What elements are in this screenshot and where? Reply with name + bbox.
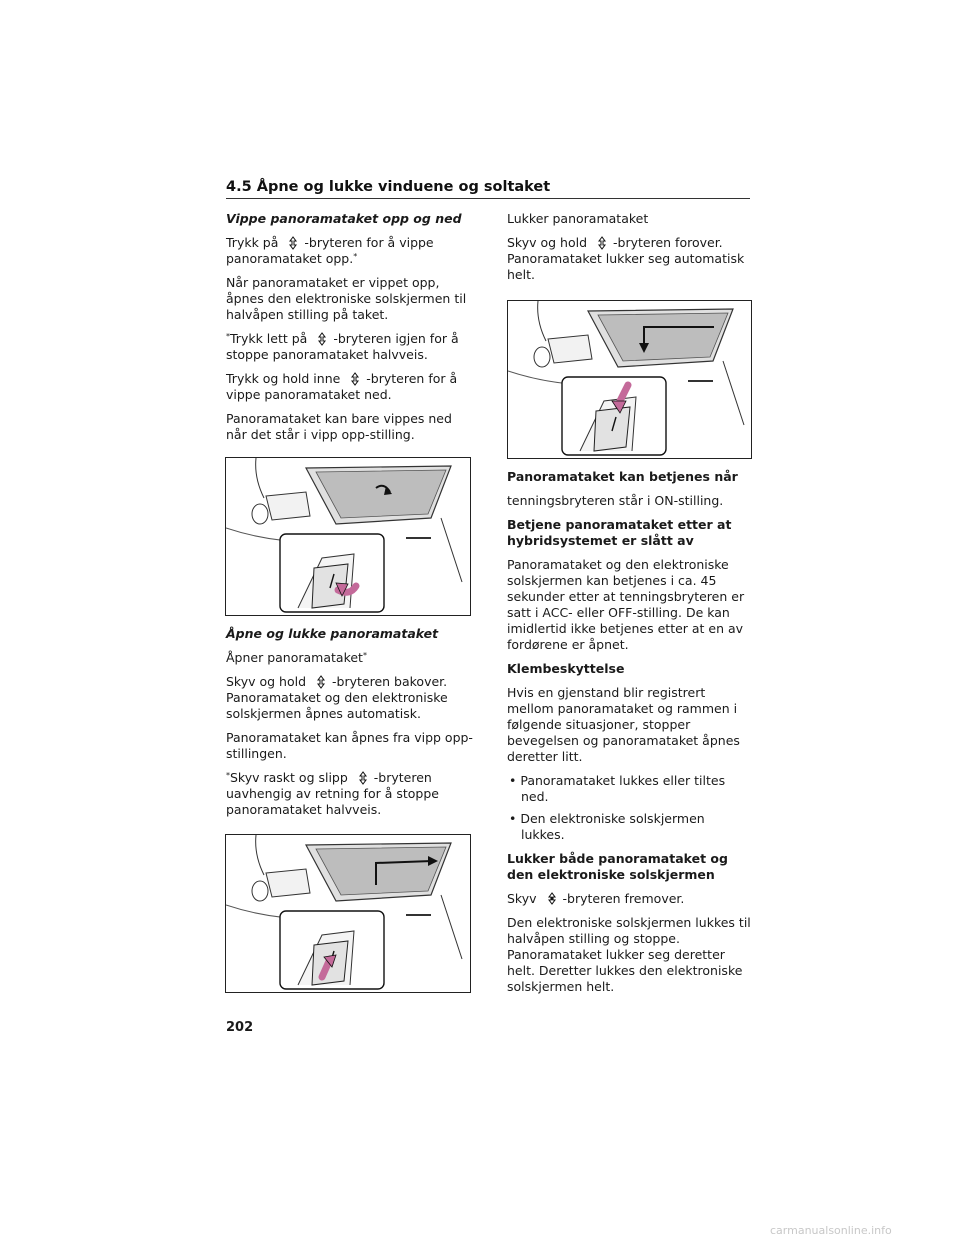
paragraph-tilt-down: Trykk og hold inne -bryteren for å vippe panoramataket ned.	[226, 371, 458, 402]
roof-switch-icon	[591, 236, 613, 250]
roof-switch-icon	[282, 236, 304, 250]
heading-close-both: Lukker både panoramataket og den elektroniske solskjermen	[507, 851, 728, 882]
paragraph-stop-halfway: *Trykk lett på -bryteren igjen for å stoppe panoramataket halvveis.	[226, 331, 459, 362]
roof-switch-icon	[352, 771, 374, 785]
sunshade-switch-icon	[541, 892, 563, 906]
figure-tilt-up	[225, 457, 471, 616]
bullet-list	[507, 773, 751, 843]
heading-after-hybrid-off: Betjene panoramataket etter at hybridsystemet er slått av	[507, 517, 732, 548]
section-header: 4.5 Åpne og lukke vinduene og soltaket	[226, 179, 750, 199]
paragraph-open-from-tilt: Panoramataket kan åpnes fra vipp opp-stillingen.	[226, 730, 473, 761]
figure-close	[507, 300, 752, 459]
heading-tilt: Vippe panoramataket opp og ned	[226, 211, 462, 226]
figure-open	[225, 834, 471, 993]
paragraph-tilt-up: Trykk på -bryteren for å vippe panoramataket opp.*	[226, 235, 434, 266]
watermark: carmanualsonline.info	[770, 1224, 892, 1237]
sunroof-open-illustration	[226, 835, 470, 992]
paragraph-slide-forward: Skyv og hold -bryteren forover. Panoramataket lukker seg automatisk helt.	[507, 235, 745, 282]
roof-switch-icon	[311, 332, 333, 346]
paragraph-sunshade: Når panoramataket er vippet opp, åpnes den elektroniske solskjermen til halvåpen stilling på taket.	[226, 275, 467, 322]
right-column-top	[507, 211, 751, 291]
roof-switch-icon	[310, 675, 332, 689]
paragraph-slide-back: Skyv og hold -bryteren bakover. Panoramataket og den elektroniske solskjermen åpnes automatisk.	[226, 674, 448, 721]
list-item: • Den elektroniske solskjermen lukkes.	[509, 811, 705, 842]
left-column-lower	[226, 626, 474, 826]
left-column	[226, 211, 474, 451]
paragraph-push-forward: Skyv -bryteren fremover.	[507, 891, 685, 906]
paragraph-close-sequence: Den elektroniske solskjermen lukkes til halvåpen stilling og stoppe. Panoramataket lukker seg deretter helt. Deretter lukkes den elektroniske solskjermen helt.	[507, 915, 751, 994]
paragraph-opens: Åpner panoramataket*	[226, 650, 367, 665]
right-column-lower	[507, 469, 751, 1003]
paragraph-stop-quick: *Skyv raskt og slipp -bryteren uavhengig av retning for å stoppe panoramataket halvveis.	[226, 770, 439, 817]
sunroof-tilt-illustration	[226, 458, 470, 615]
sunroof-close-illustration	[508, 301, 751, 458]
paragraph-closing: Lukker panoramataket	[507, 211, 649, 226]
roof-switch-icon	[344, 372, 366, 386]
paragraph-jam-protection: Hvis en gjenstand blir registrert mellom panoramataket og rammen i følgende situasjoner, stopper bevegelsen og panoramataket åpnes deretter litt.	[507, 685, 740, 764]
heading-operable-when: Panoramataket kan betjenes når	[507, 469, 738, 484]
paragraph-tilt-note: Panoramataket kan bare vippes ned når det står i vipp opp-stilling.	[226, 411, 452, 442]
heading-jam-protection: Klembeskyttelse	[507, 661, 625, 676]
page-number: 202	[226, 1020, 254, 1035]
heading-open-close: Åpne og lukke panoramataket	[226, 626, 439, 641]
list-item: • Panoramataket lukkes eller tiltes ned.	[509, 773, 726, 804]
paragraph-45-seconds: Panoramataket og den elektroniske solskjermen kan betjenes i ca. 45 sekunder etter at tenningsbryteren er satt i ACC- eller OFF-stilling. De kan imidlertid ikke betjenes etter at en av fordørene er åpnet.	[507, 557, 745, 652]
paragraph-ignition-on: tenningsbryteren står i ON-stilling.	[507, 493, 724, 508]
